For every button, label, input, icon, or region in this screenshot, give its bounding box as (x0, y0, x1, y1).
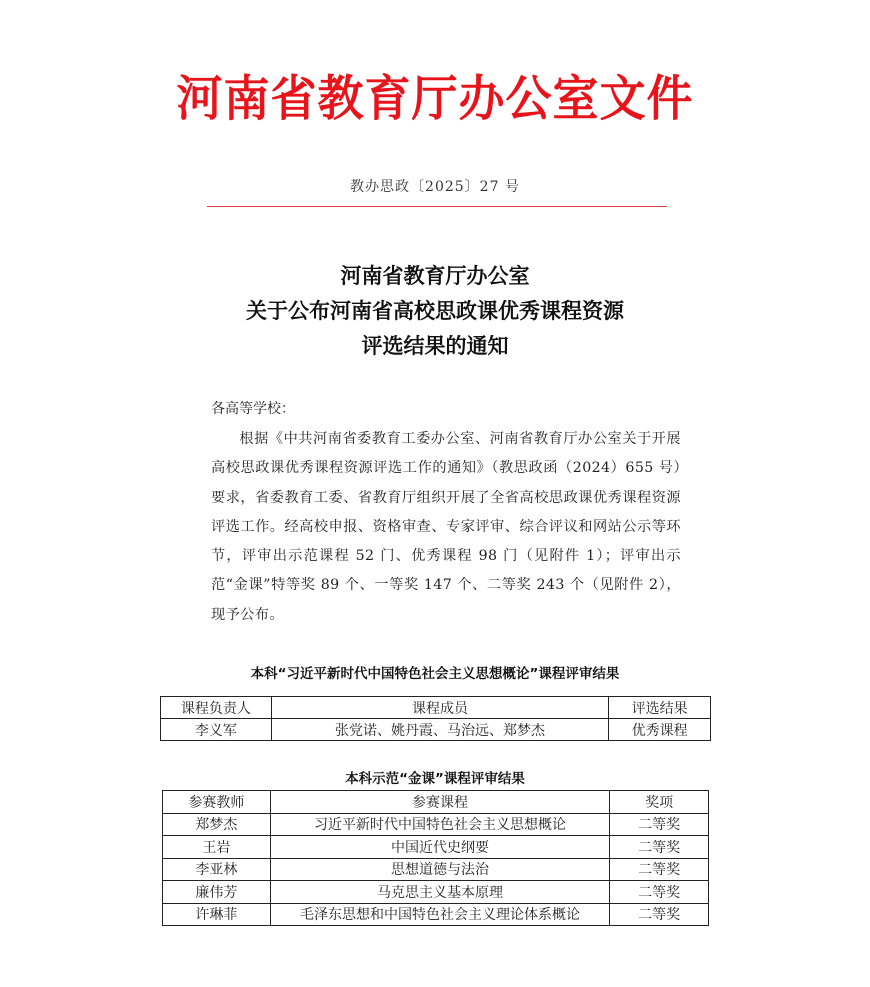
red-divider-line (207, 206, 667, 207)
header-cell: 参赛课程 (270, 791, 609, 814)
table-cell: 李义军 (161, 719, 272, 741)
golden-course-table (162, 790, 709, 926)
table-row (163, 903, 709, 926)
course-review-table (160, 696, 711, 741)
table-cell: 马克思主义基本原理 (270, 881, 609, 904)
table-cell: 中国近代史纲要 (270, 836, 609, 859)
header-cell: 奖项 (610, 791, 709, 814)
table-cell: 二等奖 (610, 858, 709, 881)
table-cell: 王岩 (163, 836, 271, 859)
table-header-row (161, 697, 711, 719)
document-masthead: 河南省教育厅办公室文件 (176, 69, 694, 127)
table-cell: 习近平新时代中国特色社会主义思想概论 (270, 813, 609, 836)
salutation: 各高等学校： (211, 401, 295, 417)
table-cell: 二等奖 (610, 881, 709, 904)
table2-caption: 本科示范“金课”课程评审结果 (345, 771, 525, 787)
header-cell: 评选结果 (609, 697, 711, 719)
table-cell: 思想道德与法治 (270, 858, 609, 881)
table-row (163, 881, 709, 904)
table-cell: 二等奖 (610, 836, 709, 859)
table-row (163, 813, 709, 836)
table-cell: 优秀课程 (609, 719, 711, 741)
notice-title-line-3: 评选结果的通知 (361, 334, 509, 358)
table-row (163, 836, 709, 859)
table-cell: 李亚林 (163, 858, 271, 881)
document-number: 教办思政〔2025〕27 号 (350, 179, 520, 195)
table-cell: 郑梦杰 (163, 813, 271, 836)
table-cell: 许琳菲 (163, 903, 271, 926)
header-cell: 参赛教师 (163, 791, 271, 814)
header-cell: 课程成员 (271, 697, 608, 719)
table-cell: 二等奖 (610, 903, 709, 926)
table-cell: 张党诺、姚丹霞、马治远、郑梦杰 (271, 719, 608, 741)
body-paragraph: 根据《中共河南省委教育工委办公室、河南省教育厅办公室关于开展高校思政课优秀课程资源评选工作的通知》（教思政函（2024）655 号）要求，省委教育工委、省教育厅组织开展了全省高校思政课优秀课程资源评选工作。经高校申报、资格审查、专家评审、综合评议和网站公示等环节，评审出示范课程 52 门、优秀课程 98 门（见附件 1）；评审出示范“金课”特等奖 89 个、一等奖 147 个、二等奖 243 个（见附件 2），现予公布。 (211, 431, 681, 623)
table-cell: 廉伟芳 (163, 881, 271, 904)
notice-title-line-2: 关于公布河南省高校思政课优秀课程资源 (246, 299, 624, 323)
table-cell: 二等奖 (610, 813, 709, 836)
header-cell: 课程负责人 (161, 697, 272, 719)
table1-caption: 本科“习近平新时代中国特色社会主义思想概论”课程评审结果 (250, 666, 620, 682)
notice-title-line-1: 河南省教育厅办公室 (340, 264, 530, 288)
table-row (163, 858, 709, 881)
table-row (161, 719, 711, 741)
table-header-row (163, 791, 709, 814)
table-cell: 毛泽东思想和中国特色社会主义理论体系概论 (270, 903, 609, 926)
